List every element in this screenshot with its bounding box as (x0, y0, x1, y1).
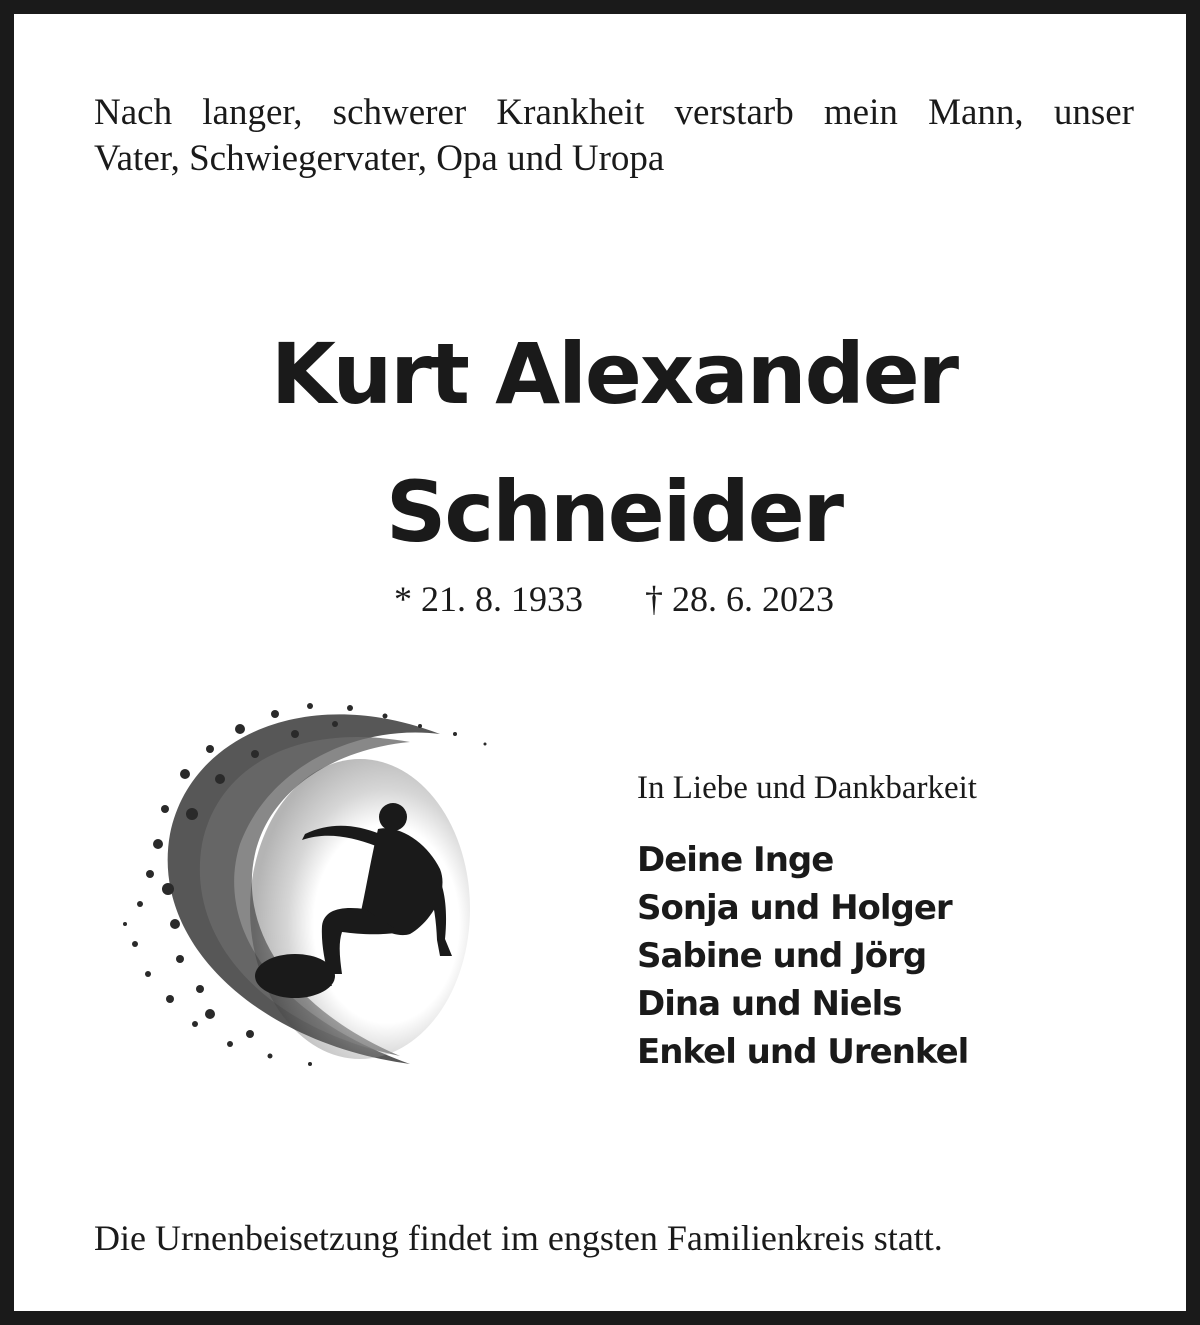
surfer-wave-icon (110, 694, 510, 1074)
intro-text (94, 90, 1134, 182)
intro-line-1: Nach langer, schwerer Krankheit verstarb mein Mann, unser (94, 92, 1134, 133)
list-item: Dina und Niels (637, 984, 902, 1024)
deceased-first-names: Kurt Alexander (270, 325, 958, 423)
deceased-surname: Schneider (385, 463, 843, 561)
death-date: † 28. 6. 2023 (645, 579, 834, 619)
list-item: Sonja und Holger (637, 888, 952, 928)
closing-phrase: In Liebe und Dankbarkeit (637, 770, 977, 806)
mourners-list (637, 836, 968, 1076)
birth-date: * 21. 8. 1933 (394, 579, 583, 619)
intro-line-2: Vater, Schwiegervater, Opa und Uropa (94, 138, 665, 179)
list-item: Deine Inge (637, 840, 834, 880)
list-item: Sabine und Jörg (637, 936, 927, 976)
life-dates (14, 576, 1200, 622)
funeral-note: Die Urnenbeisetzung findet im engsten Familienkreis statt. (94, 1218, 943, 1258)
list-item: Enkel und Urenkel (637, 1032, 969, 1072)
